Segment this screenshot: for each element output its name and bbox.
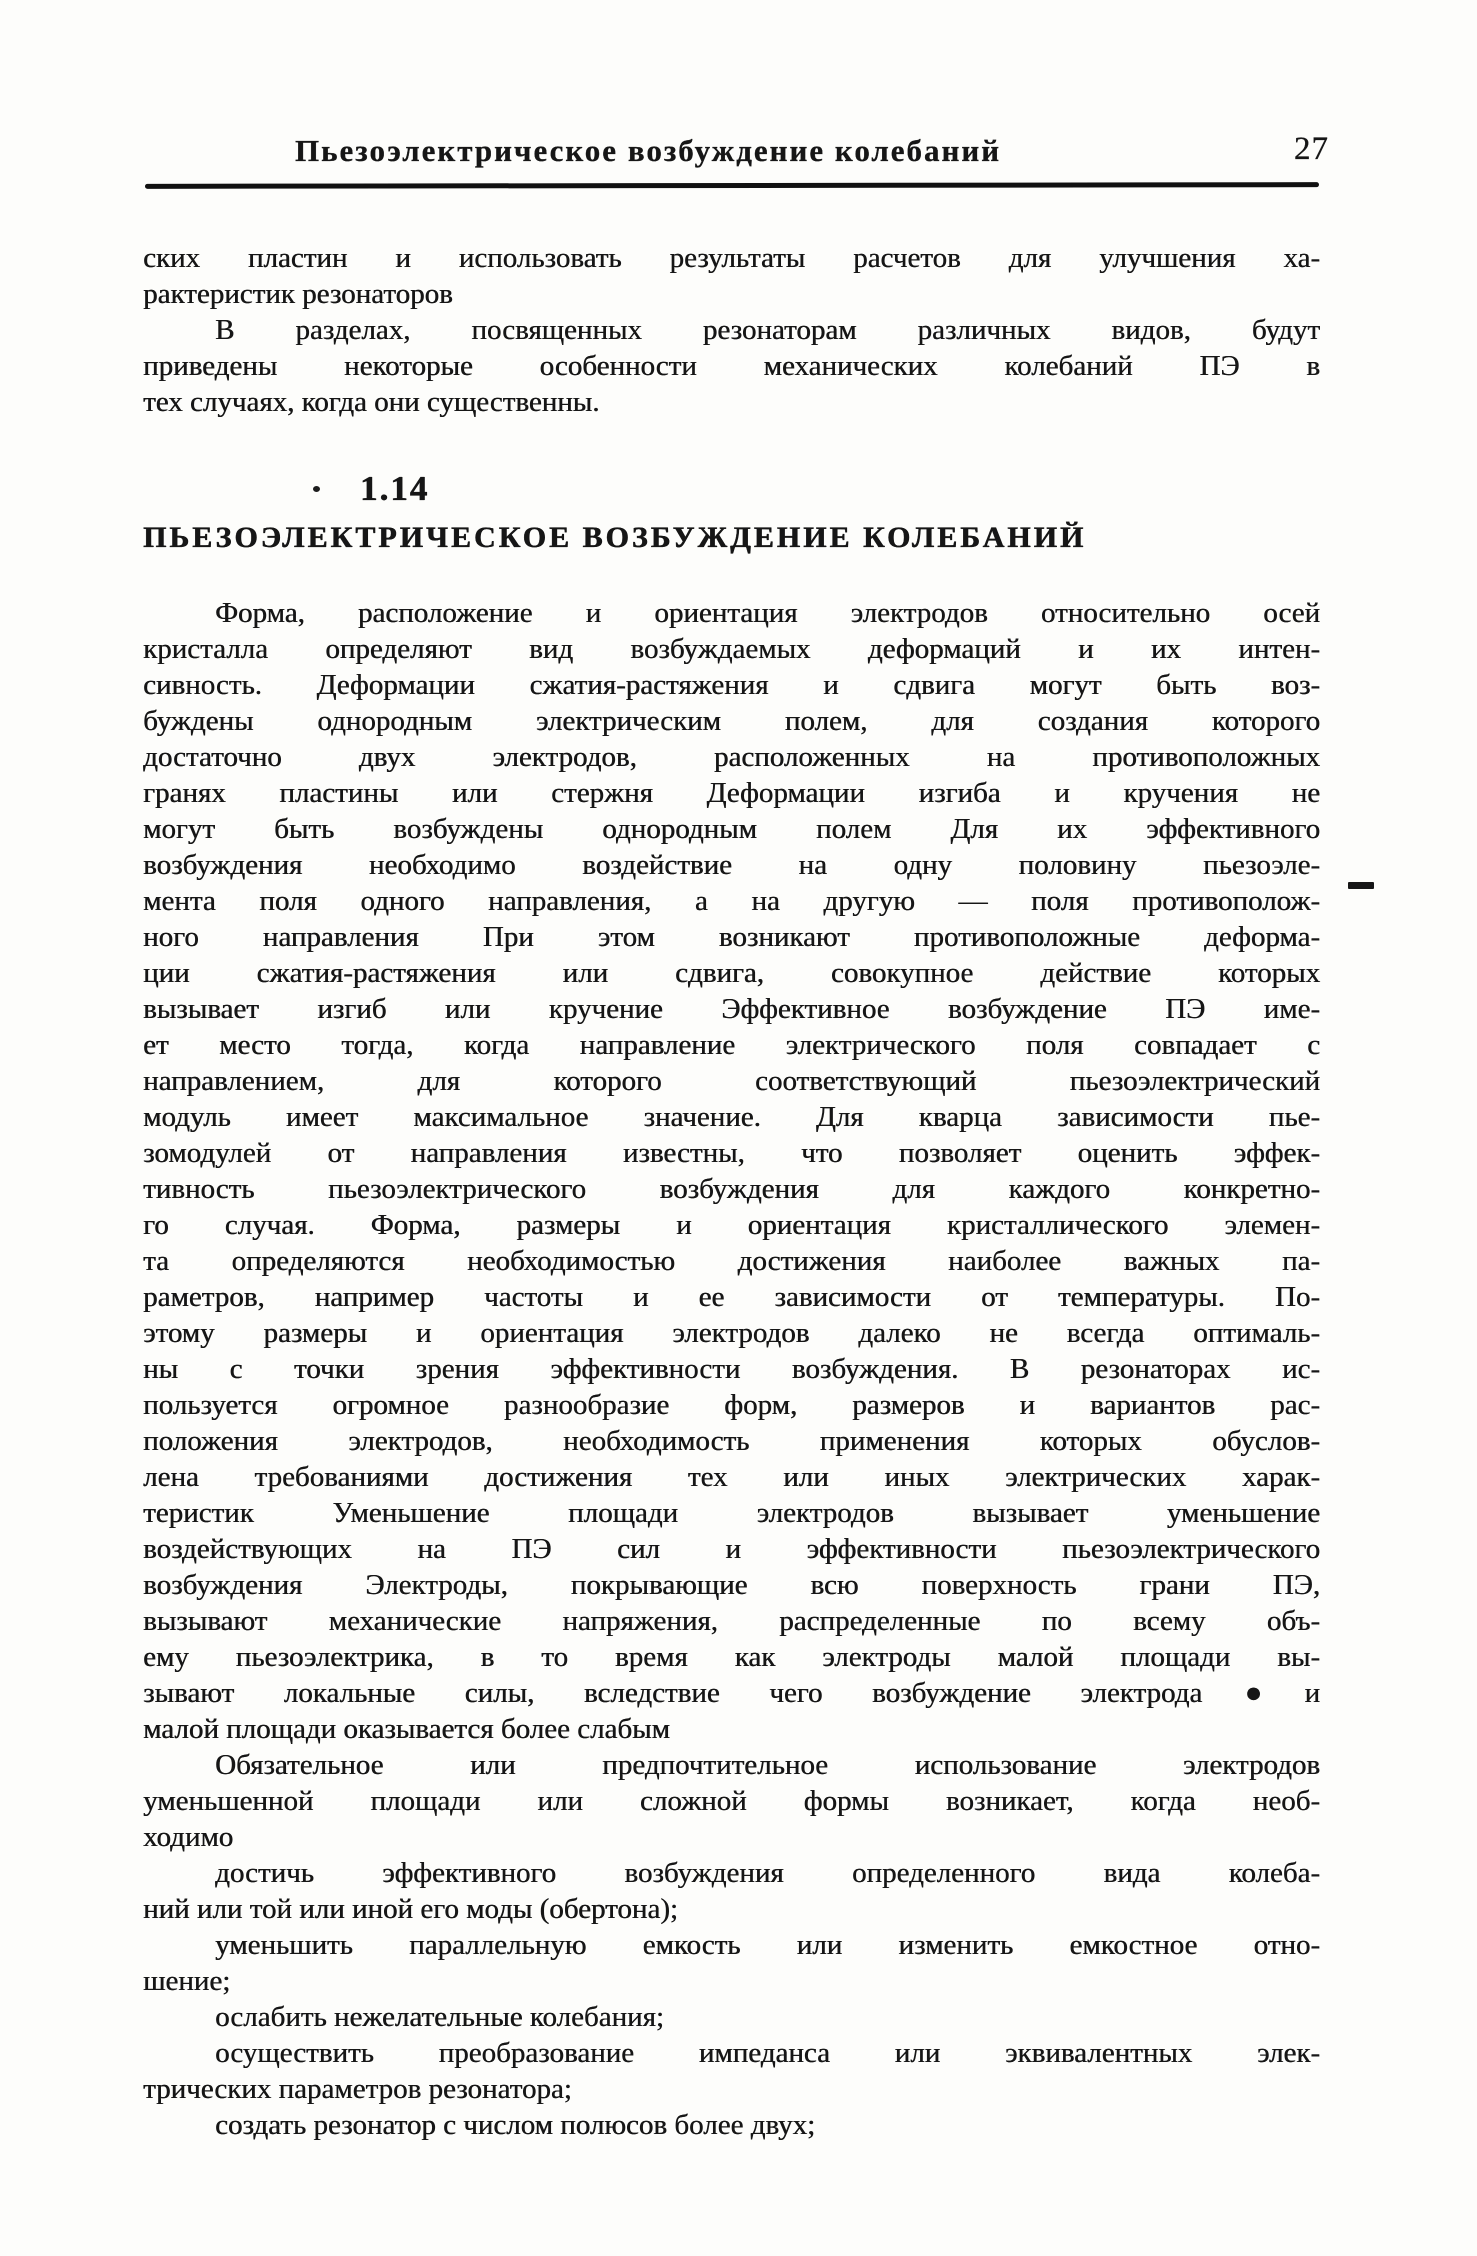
margin-stray-mark: [1348, 882, 1374, 889]
text-line: вызывает изгиб или кручение Эффективное возбуждение ПЭ име-: [143, 993, 1320, 1025]
text-line: ему пьезоэлектрика, в то время как электроды малой площади вы-: [143, 1641, 1320, 1673]
text-line: Обязательное или предпочтительное использование электродов: [215, 1749, 1320, 1781]
text-line: кристалла определяют вид возбуждаемых деформаций и их интен-: [143, 633, 1320, 665]
text-line: раметров, например частоты и ее зависимости от температуры. По-: [143, 1281, 1320, 1313]
header-rule: [145, 182, 1319, 189]
paragraph: [143, 1855, 1320, 1927]
paragraph: [143, 2107, 1320, 2143]
text-line: уменьшить параллельную емкость или изменить емкостное отно-: [215, 1929, 1320, 1961]
text-line: положения электродов, необходимость применения которых обуслов-: [143, 1425, 1320, 1457]
text-line: воздействующих на ПЭ сил и эффективности пьезоэлектрического: [143, 1533, 1320, 1565]
section-body-text: [143, 595, 1320, 2143]
paragraph: [143, 312, 1320, 420]
text-line: могут быть возбуждены однородным полем Для их эффективного: [143, 813, 1320, 845]
text-line: буждены однородным электрическим полем, для создания которого: [143, 705, 1320, 737]
text-line: ских пластин и использовать результаты расчетов для улучшения ха-: [143, 242, 1320, 274]
text-line: го случая. Форма, размеры и ориентация кристаллического элемен-: [143, 1209, 1320, 1241]
text-line: ходимо: [143, 1821, 234, 1853]
text-line: рактеристик резонаторов: [143, 278, 453, 310]
text-line: ет место тогда, когда направление электрического поля совпадает с: [143, 1029, 1320, 1061]
paragraph: [143, 1999, 1320, 2035]
intro-continuation-text: [143, 240, 1320, 420]
text-line: та определяются необходимостью достижения наиболее важных па-: [143, 1245, 1320, 1277]
text-line: тех случаях, когда они существенны.: [143, 386, 600, 418]
text-line: Форма, расположение и ориентация электродов относительно осей: [215, 597, 1320, 629]
text-line: вызывают механические напряжения, распределенные по всему объ-: [143, 1605, 1320, 1637]
text-line: ного направления При этом возникают противоположные деформа-: [143, 921, 1320, 953]
text-line: зывают локальные силы, вследствие чего возбуждение электрода●и: [143, 1677, 1320, 1709]
text-line: ний или той или иной его моды (обертона);: [143, 1893, 678, 1925]
text-line: создать резонатор с числом полюсов более двух;: [215, 2109, 816, 2141]
text-line: малой площади оказывается более слабым: [143, 1713, 670, 1745]
running-head-title: Пьезоэлектрическое возбуждение колебаний: [295, 133, 1002, 168]
text-line: пользуется огромное разнообразие форм, размеров и вариантов рас-: [143, 1389, 1320, 1421]
text-line: трических параметров резонатора;: [143, 2073, 572, 2105]
text-line: зомодулей от направления известны, что позволяет оценить эффек-: [143, 1137, 1320, 1169]
text-line: возбуждения необходимо воздействие на одну половину пьезоэле-: [143, 849, 1320, 881]
text-line: лена требованиями достижения тех или иных электрических харак-: [143, 1461, 1320, 1493]
text-line: тивность пьезоэлектрического возбуждения для каждого конкретно-: [143, 1173, 1320, 1205]
text-line: гранях пластины или стержня Деформации изгиба и кручения не: [143, 777, 1320, 809]
text-line: шение;: [143, 1965, 231, 1997]
text-line: мента поля одного направления, а на другую — поля противополож-: [143, 885, 1320, 917]
stray-dot-mark: [313, 486, 320, 492]
text-line: уменьшенной площади или сложной формы возникает, когда необ-: [143, 1785, 1320, 1817]
text-line: сивность. Деформации сжатия-растяжения и сдвига могут быть воз-: [143, 669, 1320, 701]
text-line: модуль имеет максимальное значение. Для кварца зависимости пье-: [143, 1101, 1320, 1133]
paragraph: [143, 1747, 1320, 1855]
text-line: приведены некоторые особенности механических колебаний ПЭ в: [143, 350, 1320, 382]
text-line: теристик Уменьшение площади электродов вызывает уменьшение: [143, 1497, 1320, 1529]
page-number: 27: [1294, 131, 1329, 167]
text-line: достичь эффективного возбуждения определенного вида колеба-: [215, 1857, 1320, 1889]
paragraph: [143, 2035, 1320, 2107]
text-line: осуществить преобразование импеданса или эквивалентных элек-: [215, 2037, 1320, 2069]
paragraph: [143, 1927, 1320, 1999]
text-line: возбуждения Электроды, покрывающие всю поверхность грани ПЭ,: [143, 1569, 1320, 1601]
text-line: ослабить нежелательные колебания;: [215, 2001, 664, 2033]
section-number: 1.14: [360, 469, 430, 508]
text-line: направлением, для которого соответствующий пьезоэлектрический: [143, 1065, 1320, 1097]
text-line: этому размеры и ориентация электродов далеко не всегда оптималь-: [143, 1317, 1320, 1349]
section-title: ПЬЕЗОЭЛЕКТРИЧЕСКОЕ ВОЗБУЖДЕНИЕ КОЛЕБАНИЙ: [143, 521, 1087, 554]
text-line: ны с точки зрения эффективности возбуждения. В резонаторах ис-: [143, 1353, 1320, 1385]
paragraph: [143, 240, 1320, 312]
section-heading: [143, 469, 1320, 511]
text-line: ции сжатия-растяжения или сдвига, совокупное действие которых: [143, 957, 1320, 989]
text-column: [143, 240, 1320, 2143]
paragraph: [143, 595, 1320, 1747]
text-line: В разделах, посвященных резонаторам различных видов, будут: [215, 314, 1320, 346]
text-line: достаточно двух электродов, расположенных на противоположных: [143, 741, 1320, 773]
